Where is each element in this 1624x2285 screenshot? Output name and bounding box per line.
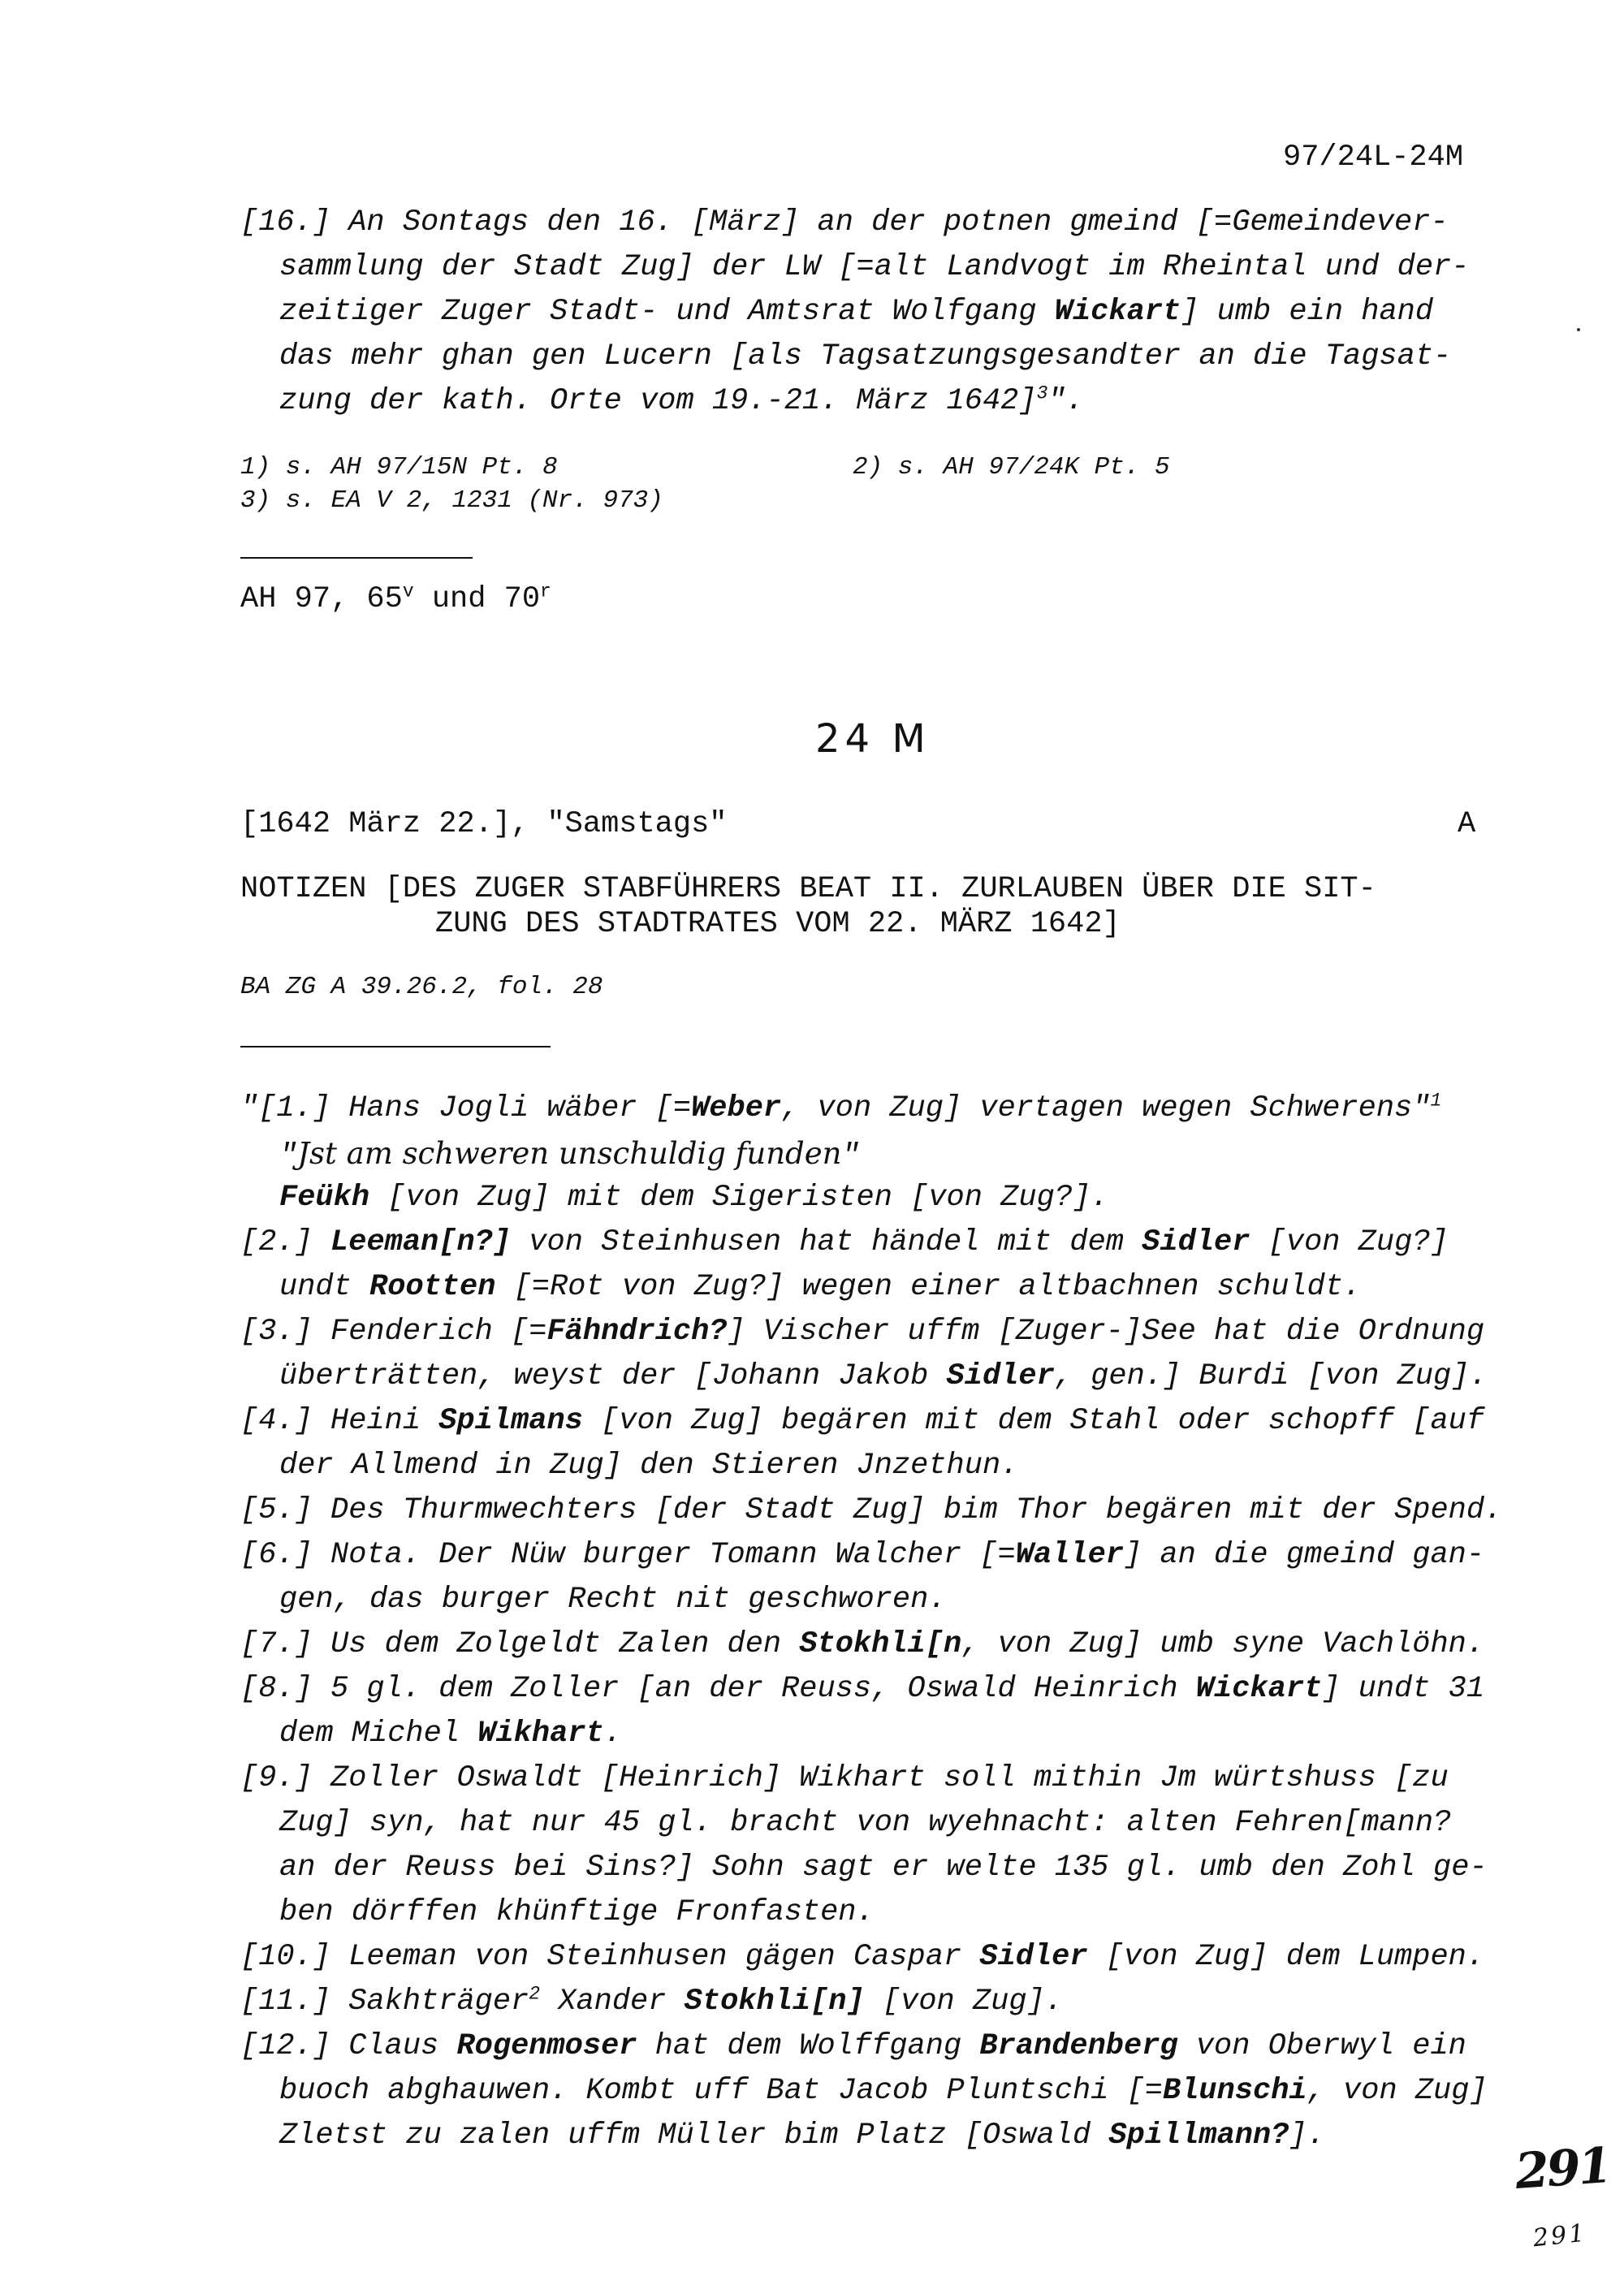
text-run: [16.] An Sontags den 16. [März] an der potnen gmeind [=Gemeindever- bbox=[240, 205, 1449, 240]
footnote-marker: 1 bbox=[1430, 1090, 1442, 1112]
text-run: ] umb ein hand bbox=[1181, 295, 1434, 329]
entry-line bbox=[240, 1761, 1449, 1795]
source-divider bbox=[240, 1046, 551, 1047]
page-number-pencil: 291 bbox=[1531, 2218, 1588, 2253]
entry-line bbox=[240, 1406, 1484, 1436]
emphasized-name: Sidler bbox=[1142, 1225, 1250, 1259]
text-run: , von Zug] bbox=[1307, 2074, 1488, 2108]
text-run: [5.] Des Thurmwechters [der Stadt Zug] bim Thor begären mit der Spend. bbox=[240, 1493, 1503, 1527]
footnote-3: 3) s. EA V 2, 1231 (Nr. 973) bbox=[240, 486, 663, 515]
text-run: hat dem Wolffgang bbox=[637, 2029, 980, 2063]
text-run: [12.] Claus bbox=[240, 2029, 457, 2063]
date-line: [1642 März 22.], "Samstags" bbox=[240, 807, 728, 841]
text-run: [=Rot von Zug?] wegen einer altbachnen schuldt. bbox=[495, 1270, 1362, 1304]
emphasized-name: Feükh bbox=[279, 1181, 370, 1215]
entry-line bbox=[279, 1138, 860, 1172]
text-run: überträtten, weyst der [Johann Jakob bbox=[279, 1359, 947, 1393]
text-run: [von Zug] mit dem Sigeristen [von Zug?]. bbox=[369, 1181, 1109, 1215]
emphasized-name: Sidler bbox=[979, 1940, 1088, 1974]
text-run: [von Zug]. bbox=[864, 1985, 1063, 2019]
footnote-marker: 3 bbox=[1036, 382, 1048, 404]
entry-line bbox=[279, 1359, 1488, 1393]
previous-entry-line bbox=[279, 382, 1084, 418]
text-run: ] Vischer uffm [Zuger-]See hat die Ordnung bbox=[727, 1315, 1485, 1349]
emphasized-name: Weber bbox=[691, 1091, 782, 1125]
page-number-stamp: 291 bbox=[1513, 2137, 1612, 2201]
emphasized-name: Wikhart bbox=[477, 1717, 604, 1751]
emphasized-name: Fähndrich? bbox=[546, 1315, 728, 1349]
emphasized-name: Stokhli[n] bbox=[684, 1985, 865, 2019]
text-run: , gen.] Burdi [von Zug]. bbox=[1054, 1359, 1488, 1393]
text-run: undt bbox=[279, 1270, 370, 1304]
entry-line bbox=[279, 2076, 1488, 2106]
document-number: 24 M bbox=[815, 716, 931, 762]
text-run: [3.] Fenderich [= bbox=[240, 1315, 547, 1349]
text-run: Zug] syn, hat nur 45 gl. bracht von wyehnacht: alten Fehren[mann? bbox=[279, 1806, 1452, 1840]
text-run: sammlung der Stadt Zug] der LW [=alt Landvogt im Rheintal und der- bbox=[279, 250, 1470, 284]
text-run: [2.] bbox=[240, 1225, 331, 1259]
entry-line bbox=[240, 1627, 1485, 1661]
text-run: , von Zug] vertagen wegen Schwerens" bbox=[781, 1091, 1431, 1125]
text-run: [von Zug] dem Lumpen. bbox=[1087, 1940, 1485, 1974]
text-run: " bbox=[279, 1139, 298, 1173]
emphasized-name: Brandenberg bbox=[979, 2029, 1178, 2063]
text-run: [9.] Zoller Oswaldt [Heinrich] Wikhart soll mithin Jm würtshuss [zu bbox=[240, 1761, 1449, 1795]
previous-entry-line bbox=[279, 250, 1470, 284]
text-run: gen, das burger Recht nit geschworen. bbox=[279, 1583, 947, 1617]
entry-line bbox=[240, 1942, 1484, 1972]
entry-line bbox=[279, 1808, 1451, 1838]
text-run: ] undt 31 bbox=[1322, 1672, 1485, 1706]
entry-line bbox=[279, 1853, 1488, 1883]
text-run: das mehr ghan gen Lucern [als Tagsatzungsgesandter an die Tagsat- bbox=[279, 339, 1452, 374]
text-run: an der Reuss bei Sins?] Sohn sagt er welte 135 gl. umb den Zohl ge- bbox=[279, 1851, 1488, 1885]
text-run: zeitiger Zuger Stadt- und Amtsrat Wolfgang bbox=[279, 295, 1055, 329]
archival-source: BA ZG A 39.26.2, fol. 28 bbox=[240, 973, 603, 1001]
emphasized-name: Wickart bbox=[1054, 295, 1181, 329]
text-run: [10.] Leeman von Steinhusen gägen Caspar bbox=[240, 1940, 980, 1974]
text-run: ben dörffen khünftige Fronfasten. bbox=[279, 1895, 875, 1929]
entry-line bbox=[279, 1719, 622, 1749]
emphasized-name: Sidler bbox=[946, 1359, 1055, 1393]
entry-line bbox=[279, 2121, 1325, 2151]
emphasized-name: Wickart bbox=[1195, 1672, 1323, 1706]
emphasized-name: Rogenmoser bbox=[456, 2029, 637, 2063]
document-title-line-1: NOTIZEN [DES ZUGER STABFÜHRERS BEAT II. ZURLAUBEN ÜBER DIE SIT- bbox=[240, 872, 1376, 906]
text-run: ] an die gmeind gan- bbox=[1124, 1538, 1485, 1572]
entry-line bbox=[279, 1895, 875, 1929]
text-run: [11.] Sakhträger bbox=[240, 1985, 529, 2019]
archive-reference: 97/24L-24M bbox=[1283, 140, 1464, 175]
text-run: [von Zug?] bbox=[1250, 1225, 1449, 1259]
scan-speck bbox=[1577, 328, 1580, 331]
emphasized-name: Spillmann? bbox=[1108, 2119, 1289, 2153]
entry-line bbox=[279, 1451, 1018, 1481]
text-run: Xander bbox=[540, 1985, 685, 2019]
text-run: von Oberwyl ein bbox=[1177, 2029, 1466, 2063]
text-run: [6.] Nota. Der Nüw burger Tomann Walcher [= bbox=[240, 1538, 1016, 1572]
entry-line bbox=[279, 1272, 1361, 1302]
text-run: ]. bbox=[1289, 2119, 1325, 2153]
previous-entry-line bbox=[279, 339, 1452, 374]
footnote-1: 1) s. AH 97/15N Pt. 8 bbox=[240, 453, 558, 482]
text-run: "[1.] Hans Jogli wäber [= bbox=[240, 1091, 692, 1125]
footnote-marker: v bbox=[402, 581, 414, 603]
entry-line bbox=[240, 2029, 1466, 2063]
entry-line bbox=[279, 1183, 1108, 1213]
text-run: ". bbox=[1047, 384, 1084, 418]
text-run: Jst am schweren unschuldig funden bbox=[297, 1136, 842, 1171]
text-run: von Steinhusen hat händel mit dem bbox=[511, 1225, 1142, 1259]
entry-line bbox=[240, 1983, 1063, 2019]
previous-entry-line bbox=[240, 205, 1449, 240]
text-run: der Allmend in Zug] den Stieren Jnzethun. bbox=[279, 1449, 1019, 1483]
document-title-line-2: ZUNG DES STADTRATES VOM 22. MÄRZ 1642] bbox=[435, 907, 1121, 941]
text-run: dem Michel bbox=[279, 1717, 478, 1751]
entry-line bbox=[240, 1225, 1449, 1259]
text-run: [8.] 5 gl. dem Zoller [an der Reuss, Oswald Heinrich bbox=[240, 1672, 1196, 1706]
text-run: AH 97, 65 bbox=[240, 582, 403, 616]
emphasized-name: Leeman[n?] bbox=[330, 1225, 512, 1259]
entry-line bbox=[240, 1540, 1484, 1570]
entry-line bbox=[240, 1674, 1484, 1704]
entry-line bbox=[279, 1585, 947, 1615]
emphasized-name: Waller bbox=[1015, 1538, 1124, 1572]
text-run: [7.] Us dem Zolgeldt Zalen den bbox=[240, 1627, 800, 1661]
entry-line bbox=[240, 1317, 1484, 1347]
footnote-marker: 2 bbox=[529, 1983, 541, 2005]
emphasized-name: Rootten bbox=[369, 1270, 496, 1304]
text-run: [4.] Heini bbox=[240, 1404, 439, 1438]
footnote-marker: r bbox=[540, 581, 551, 603]
text-run: [von Zug] begären mit dem Stahl oder schopff [auf bbox=[582, 1404, 1485, 1438]
previous-entry-line bbox=[279, 297, 1433, 327]
entry-line bbox=[240, 1090, 1442, 1125]
version-letter: A bbox=[1458, 807, 1476, 841]
text-run: . bbox=[603, 1717, 622, 1751]
text-run: , von Zug] umb syne Vachlöhn. bbox=[961, 1627, 1485, 1661]
emphasized-name: Stokhli[n bbox=[799, 1627, 962, 1661]
text-run: Zletst zu zalen uffm Müller bim Platz [Oswald bbox=[279, 2119, 1109, 2153]
entry-line bbox=[240, 1493, 1503, 1527]
text-run: buoch abghauwen. Kombt uff Bat Jacob Pluntschi [= bbox=[279, 2074, 1163, 2108]
emphasized-name: Blunschi bbox=[1162, 2074, 1307, 2108]
section-divider bbox=[240, 557, 473, 559]
text-run: " bbox=[841, 1139, 860, 1173]
emphasized-name: Spilmans bbox=[438, 1404, 583, 1438]
footnote-2: 2) s. AH 97/24K Pt. 5 bbox=[853, 453, 1170, 482]
text-run: zung der kath. Orte vom 19.-21. März 1642] bbox=[279, 384, 1037, 418]
previous-source bbox=[240, 581, 551, 616]
text-run: und 70 bbox=[413, 582, 541, 616]
